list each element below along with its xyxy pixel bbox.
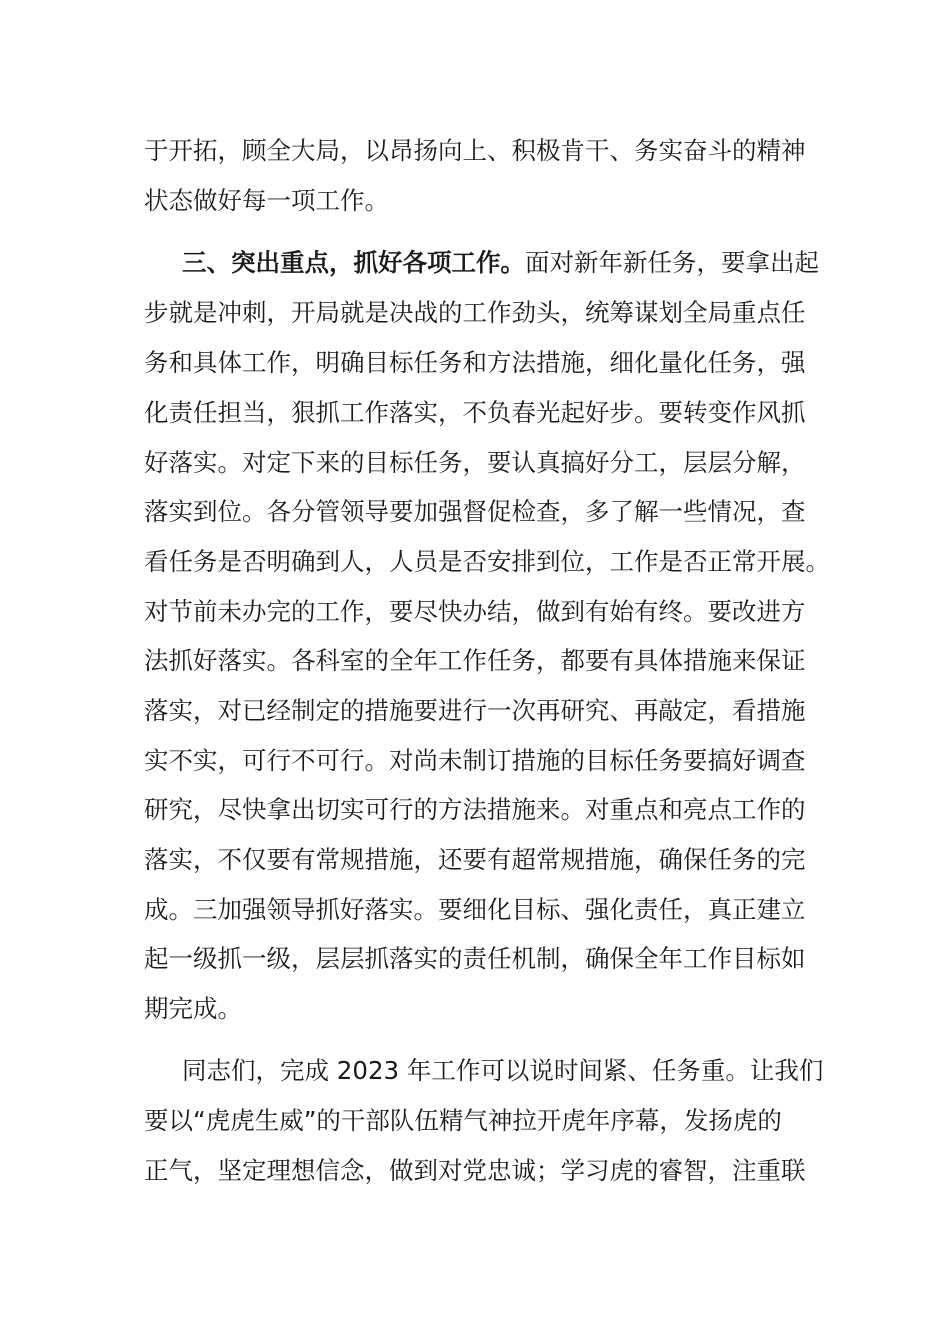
paragraph-2-line-12: 研究，尽快拿出切实可行的方法措施来。对重点和亮点工作的 (144, 795, 806, 824)
paragraph-2-line-1 (182, 245, 819, 281)
paragraph-2-line-11: 实不实，可行不可行。对尚未制订措施的目标任务要搞好调查 (144, 746, 806, 775)
paragraph-1-line-2: 状态做好每一项工作。 (144, 186, 389, 215)
paragraph-3-line-2: 要以“虎虎生威”的干部队伍精气神拉开虎年序幕，发扬虎的 (144, 1106, 782, 1135)
paragraph-2-line-14: 成。三加强领导抓好落实。要细化目标、强化责任，真正建立 (144, 895, 806, 924)
paragraph-2-line-10: 落实，对已经制定的措施要进行一次再研究、再敲定，看措施 (144, 696, 806, 725)
paragraph-2-line-3: 务和具体工作，明确目标任务和方法措施，细化量化任务，强 (144, 348, 806, 377)
section-heading: 三、突出重点，抓好各项工作。 (182, 248, 525, 277)
paragraph-3-line-1: 同志们，完成 2023 年工作可以说时间紧、任务重。让我们 (182, 1056, 824, 1085)
paragraph-2-line-5: 好落实。对定下来的目标任务，要认真搞好分工，层层分解， (144, 448, 806, 477)
paragraph-2-line-7: 看任务是否明确到人，人员是否安排到位，工作是否正常开展。 (144, 547, 830, 576)
paragraph-2-line-4: 化责任担当，狠抓工作落实，不负春光起好步。要转变作风抓 (144, 398, 806, 427)
paragraph-2-line-2: 步就是冲刺，开局就是决战的工作劲头，统筹谋划全局重点任 (144, 298, 806, 327)
paragraph-2-line-16: 期完成。 (144, 994, 242, 1023)
paragraph-2-line-1-text: 面对新年新任务，要拿出起 (525, 248, 819, 277)
paragraph-2-line-15: 起一级抓一级，层层抓落实的责任机制，确保全年工作目标如 (144, 944, 806, 973)
paragraph-3-line-3: 正气，坚定理想信念，做到对党忠诚；学习虎的睿智，注重联 (144, 1156, 806, 1185)
paragraph-2-line-9: 法抓好落实。各科室的全年工作任务，都要有具体措施来保证 (144, 646, 806, 675)
paragraph-2-line-6: 落实到位。各分管领导要加强督促检查，多了解一些情况，查 (144, 497, 806, 526)
paragraph-2-line-8: 对节前未办完的工作，要尽快办结，做到有始有终。要改进方 (144, 597, 806, 626)
paragraph-1-line-1: 于开拓，顾全大局，以昂扬向上、积极肯干、务实奋斗的精神 (144, 136, 806, 165)
paragraph-2-line-13: 落实，不仅要有常规措施，还要有超常规措施，确保任务的完 (144, 845, 806, 874)
